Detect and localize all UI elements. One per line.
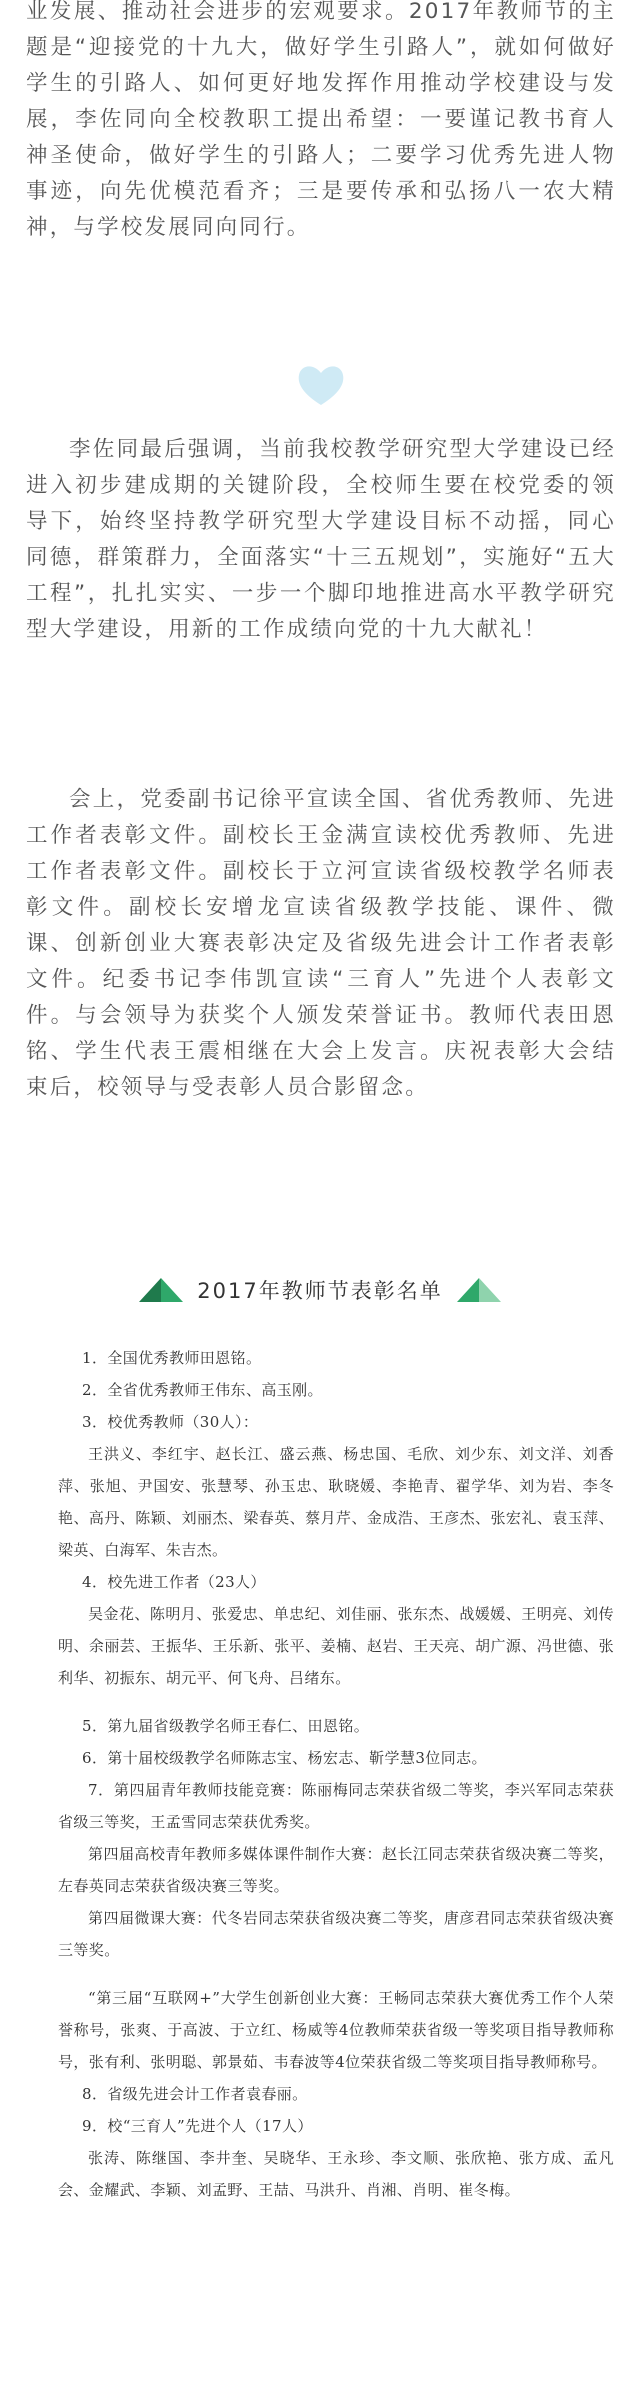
list-item: 7．第四届青年教师技能竞赛：陈丽梅同志荣获省级二等奖，李兴军同志荣获省级三等奖，王孟雪同志荣获优秀奖。 (58, 1781, 614, 1831)
list-item: 第四届高校青年教师多媒体课件制作大赛：赵长江同志荣获省级决赛二等奖，左春英同志荣获省级决赛三等奖。 (58, 1845, 614, 1895)
right-triangle-icon (457, 1278, 501, 1302)
list-item: 张涛、陈继国、李井奎、吴晓华、王永珍、李文顺、张欣艳、张方成、孟凡会、金耀武、李颖、刘孟野、王喆、马洪升、肖湘、肖明、崔冬梅。 (58, 2149, 614, 2199)
list-item: 4．校先进工作者（23人） (82, 1573, 266, 1591)
list-item: 1．全国优秀教师田恩铭。 (82, 1349, 262, 1367)
list-item: 吴金花、陈明月、张爱忠、单忠纪、刘佳丽、张东杰、战媛媛、王明亮、刘传明、余丽芸、王振华、王乐新、张平、姜楠、赵岩、王天亮、胡广源、冯世德、张利华、初振东、胡元平、何飞舟、吕绪东。 (58, 1605, 614, 1687)
left-triangle-icon (139, 1278, 183, 1302)
honor-list-title: 2017年教师节表彰名单 (197, 1279, 443, 1303)
list-item: 8．省级先进会计工作者袁春丽。 (82, 2085, 308, 2103)
list-item: 9．校“三育人”先进个人（17人） (82, 2117, 313, 2135)
heart-divider-icon (293, 355, 349, 411)
list-item: 3．校优秀教师（30人）： (82, 1413, 259, 1431)
list-item: 第四届微课大赛：代冬岩同志荣获省级决赛二等奖，唐彦君同志荣获省级决赛三等奖。 (58, 1909, 614, 1959)
list-item: 2．全省优秀教师王伟东、高玉刚。 (82, 1381, 323, 1399)
list-item: 王洪义、李红宇、赵长江、盛云燕、杨忠国、毛欣、刘少东、刘文洋、刘香萍、张旭、尹国安、张慧琴、孙玉忠、耿晓媛、李艳青、翟学华、刘为岩、李冬艳、高丹、陈颖、刘丽杰、梁春英、蔡月芹、金成浩、王彦杰、张宏礼、袁玉萍、梁英、白海军、朱吉杰。 (58, 1445, 614, 1559)
list-item: 6．第十届校级教学名师陈志宝、杨宏志、靳学慧3位同志。 (82, 1749, 487, 1767)
article-paragraph-1: 业发展、推动社会进步的宏观要求。2017年教师节的主题是“迎接党的十九大，做好学生引路人”，就如何做好学生的引路人、如何更好地发挥作用推动学校建设与发展，李佐同向全校教职工提出希望：一要谨记教书育人神圣使命，做好学生的引路人；二要学习优秀先进人物事迹，向先优模范看齐；三是要传承和弘扬八一农大精神，与学校发展同向同行。 (26, 0, 616, 240)
honor-list (58, 1342, 614, 2206)
list-item: 5．第九届省级教学名师王春仁、田恩铭。 (82, 1717, 370, 1735)
article-paragraph-2: 李佐同最后强调，当前我校教学研究型大学建设已经进入初步建成期的关键阶段，全校师生要在校党委的领导下，始终坚持教学研究型大学建设目标不动摇，同心同德，群策群力，全面落实“十三五规划”，实施好“五大工程”，扎扎实实、一步一个脚印地推进高水平教学研究型大学建设，用新的工作成绩向党的十九大献礼！ (26, 437, 616, 642)
article-paragraph-3: 会上，党委副书记徐平宣读全国、省优秀教师、先进工作者表彰文件。副校长王金满宣读校优秀教师、先进工作者表彰文件。副校长于立河宣读省级校教学名师表彰文件。副校长安增龙宣读省级教学技能、课件、微课、创新创业大赛表彰决定及省级先进会计工作者表彰文件。纪委书记李伟凯宣读“三育人”先进个人表彰文件。与会领导为获奖个人颁发荣誉证书。教师代表田恩铭、学生代表王震相继在大会上发言。庆祝表彰大会结束后，校领导与受表彰人员合影留念。 (26, 787, 616, 1100)
honor-list-title-row (0, 1272, 640, 1308)
list-item: “第三届“互联网+”大学生创新创业大赛：王畅同志荣获大赛优秀工作个人荣誉称号，张爽、于高波、于立红、杨威等4位教师荣获省级一等奖项目指导教师称号，张有利、张明聪、郭景茹、韦春波等4位荣获省级二等奖项目指导教师称号。 (58, 1989, 614, 2071)
